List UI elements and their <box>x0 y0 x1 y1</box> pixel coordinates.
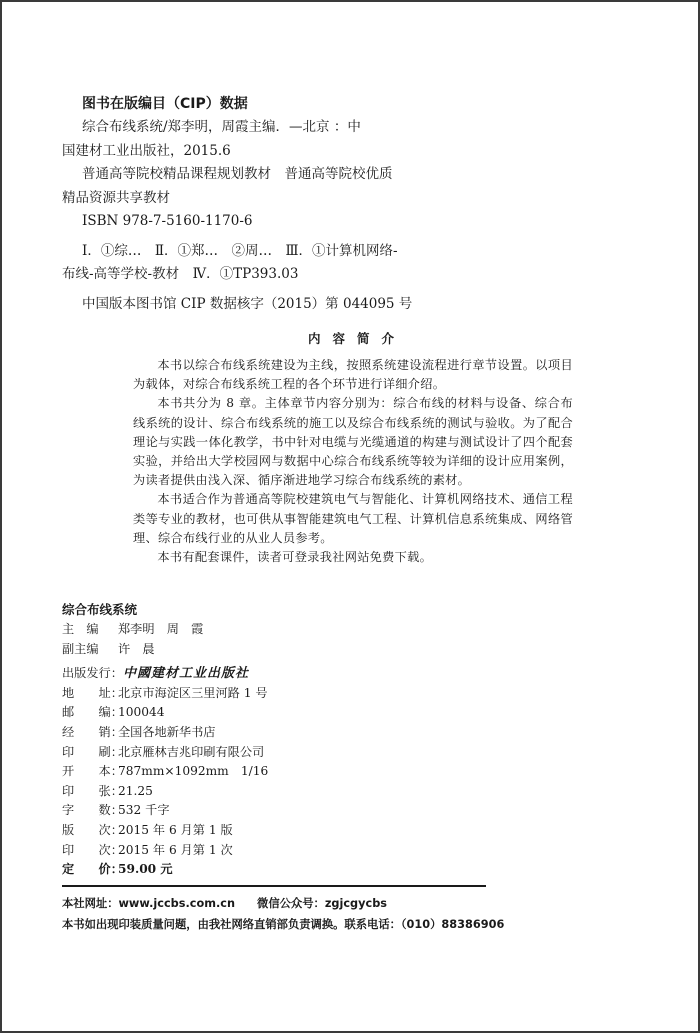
detail-row <box>62 821 492 841</box>
detail-row <box>62 782 492 802</box>
detail-row <box>62 684 492 704</box>
detail-value: 2015 年 6 月第 1 次 <box>118 842 233 857</box>
detail-row <box>62 703 492 723</box>
book-name: 综合布线系统 <box>62 602 138 617</box>
cip-classification-cont: 布线-高等学校-教材 Ⅳ．①TP393.03 <box>62 266 299 282</box>
editor-value: 郑李明 周 霞 <box>118 622 204 636</box>
editor-row <box>62 620 492 640</box>
wechat-account: zgjcgycbs <box>324 897 388 910</box>
associate-editor-row <box>62 640 492 660</box>
detail-value: 北京市海淀区三里河路 1 号 <box>118 685 268 700</box>
detail-value: 2015 年 6 月第 1 版 <box>118 822 233 837</box>
detail-value: 全国各地新华书店 <box>118 724 216 739</box>
wechat-label: 微信公众号： <box>257 897 325 910</box>
quality-notice: 本书如出现印装质量问题，由我社网络直销部负责调换。联系电话：（010）88386906 <box>62 918 505 931</box>
detail-label: 经 销： <box>62 724 123 739</box>
cip-classification: Ⅰ．①综… Ⅱ．①郑… ②周… Ⅲ．①计算机网络- <box>82 242 398 259</box>
associate-editor-value: 许 晨 <box>118 641 155 656</box>
cip-line: 综合布线系统/郑李明，周霞主编．—北京 ：中 <box>82 119 361 135</box>
publisher-logo-text: 中國建材工业出版社 <box>122 666 249 682</box>
detail-row <box>62 723 492 743</box>
detail-label: 印 刷： <box>62 744 123 759</box>
detail-row <box>62 743 492 763</box>
website-label: 本社网址： <box>62 897 119 910</box>
summary-title: 内容简介 <box>307 331 406 346</box>
divider-rule <box>62 885 486 887</box>
detail-row <box>62 762 492 782</box>
detail-value: 北京雁林吉兆印刷有限公司 <box>118 744 265 759</box>
summary-paragraph: 本书共分为 8 章。主体章节内容分别为：综合布线的材料与设备、综合布线系统的设计、综合布线系统的施工以及综合布线系统的测试与验收。为了配合理论与实践一体化教学，书中针对电缆与光缆通道的构建与测试设计了四个配套实验，并给出大学校园网与数据中心综合布线系统等较为详细的设计应用案例，为读者提供由浅入深、循序渐进地学习综合布线系统的素材。 <box>133 396 573 488</box>
cip-line: 国建材工业出版社，2015.6 <box>62 142 231 159</box>
associate-editor-label: 副主编 <box>62 641 99 656</box>
detail-label: 开 本： <box>62 764 123 779</box>
summary-paragraph: 本书适合作为普通高等院校建筑电气与智能化、计算机网络技术、通信工程类等专业的教材，也可供从事智能建筑电气工程、计算机信息系统集成、网络管理、综合布线行业的从业人员参考。 <box>133 492 573 545</box>
content-summary <box>133 330 573 567</box>
price-label: 定 价： <box>62 862 123 877</box>
cip-title: 图书在版编目（CIP）数据 <box>82 96 248 112</box>
cip-line: 普通高等院校精品课程规划教材 普通高等院校优质 <box>82 166 393 182</box>
detail-label: 印 张： <box>62 783 123 798</box>
detail-label: 印 次： <box>62 842 123 857</box>
contact-line <box>62 893 622 914</box>
detail-label: 版 次： <box>62 822 123 837</box>
price-row <box>62 860 492 880</box>
publisher-row <box>62 664 492 684</box>
cip-data-block <box>62 92 482 316</box>
cip-line: 精品资源共享教材 <box>62 189 170 206</box>
detail-value: 100044 <box>118 705 165 720</box>
edition-info <box>62 600 492 880</box>
detail-value: 532 千字 <box>118 803 170 818</box>
publisher-footer <box>62 893 622 935</box>
detail-value: 21.25 <box>118 783 153 798</box>
detail-value: 787mm×1092mm 1/16 <box>118 764 269 779</box>
summary-paragraph: 本书以综合布线系统建设为主线，按照系统建设流程进行章节设置。以项目为载体，对综合布线系统工程的各个环节进行详细介绍。 <box>133 358 573 392</box>
cip-record-number: 中国版本图书馆 CIP 数据核字（2015）第 044095 号 <box>82 295 413 312</box>
editor-label: 主 编 <box>62 622 99 636</box>
detail-label: 字 数： <box>62 803 123 818</box>
detail-label: 邮 编： <box>62 705 123 720</box>
publisher-label: 出版发行： <box>62 666 123 681</box>
cip-isbn: ISBN 978-7-5160-1170-6 <box>82 213 253 229</box>
detail-row <box>62 801 492 821</box>
summary-paragraph: 本书有配套课件，读者可登录我社网站免费下载。 <box>157 550 433 565</box>
website-link[interactable]: www.jccbs.com.cn <box>118 897 236 910</box>
detail-row <box>62 841 492 861</box>
price-value: 59.00 元 <box>118 862 173 877</box>
detail-label: 地 址： <box>62 685 123 700</box>
